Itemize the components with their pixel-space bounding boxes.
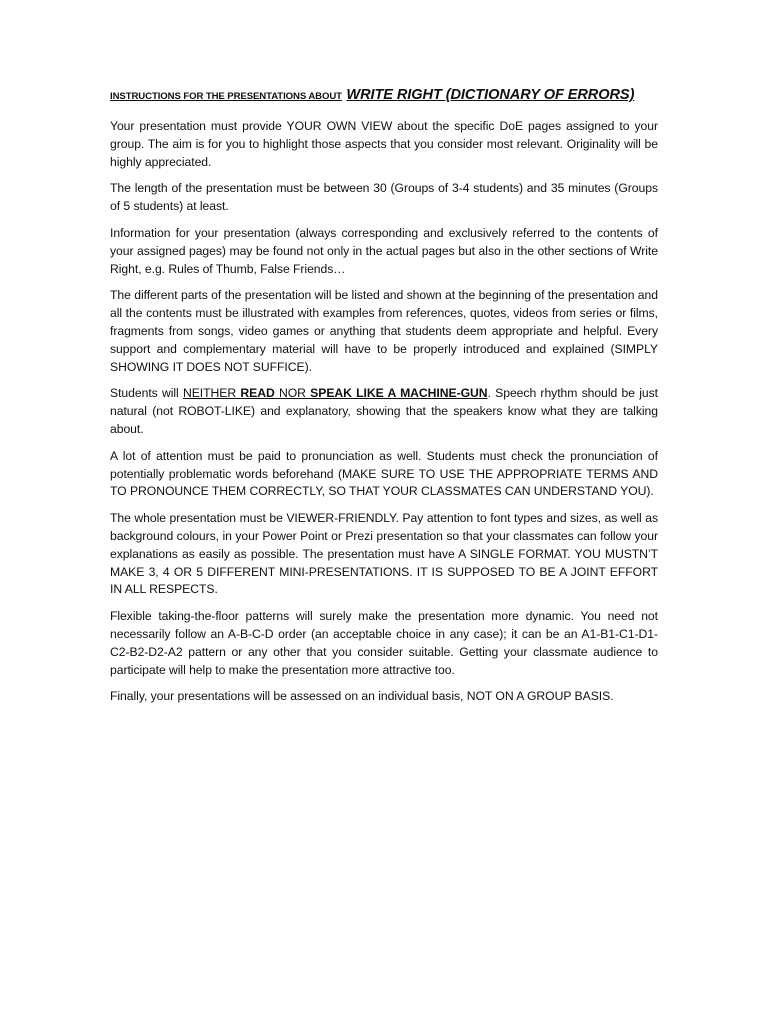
- speech-neither: NEITHER: [182, 386, 241, 401]
- paragraph-parts: The different parts of the presentation will be listed and shown at the beginning of the presentation and all the contents must be illustrated with examples from references, quotes, videos from series or films, fragments from songs, video games or anything that students deem appropriate and helpful. Every support and complementary material will have to be properly introduced and explained (SIMPLY SHOWING IT DOES NOT SUFFICE).: [110, 288, 658, 374]
- paragraph-information: Information for your presentation (always corresponding and exclusively referred to the contents of your assigned pages) may be found not only in the actual pages but also in the other sections of Write Right, e.g. Rules of Thumb, False Friends…: [110, 225, 658, 276]
- speech-nor: NOR: [274, 386, 311, 401]
- paragraph-own-view: Your presentation must provide YOUR OWN VIEW about the specific DoE pages assigned to your group. The aim is for you to highlight those aspects that you consider most relevant. Originality will be highly appreciated.: [110, 119, 658, 169]
- title-prefix: INSTRUCTIONS FOR THE PRESENTATIONS ABOUT: [110, 91, 342, 102]
- title-main: WRITE RIGHT (DICTIONARY OF ERRORS): [346, 87, 635, 103]
- speech-read: READ: [240, 386, 275, 401]
- paragraph-speech: [110, 385, 658, 438]
- speech-post: . Speech rhythm should be just natural (not ROBOT-LIKE) and explanatory, showing that the speakers know what they are talking about.: [110, 386, 658, 436]
- paragraph-patterns: Flexible taking-the-floor patterns will surely make the presentation more dynamic. You need not necessarily follow an A-B-C-D order (an acceptable choice in any case); it can be an A1-B1-C1-D1-C2-B2-D2-A2 pattern or any other that you consider suitable. Getting your classmate audience to participate will help to make the presentation more attractive too.: [110, 609, 658, 677]
- paragraph-length: The length of the presentation must be between 30 (Groups of 3-4 students) and 35 minutes (Groups of 5 students) at least.: [110, 181, 658, 214]
- paragraph-pronunciation: A lot of attention must be paid to pronunciation as well. Students must check the pronunciation of potentially problematic words beforehand (MAKE SURE TO USE THE APPROPRIATE TERMS AND TO PRONOUNCE THEM CORRECTLY, SO THAT YOUR CLASSMATES CAN UNDERSTAND YOU).: [110, 448, 658, 499]
- speech-pre: Students will: [110, 386, 183, 401]
- document-title: [110, 84, 658, 108]
- paragraph-assessment: Finally, your presentations will be assessed on an individual basis, NOT ON A GROUP BASIS.: [110, 689, 614, 704]
- speech-neither-read-nor-speak: [183, 386, 488, 400]
- speech-machine-gun: SPEAK LIKE A MACHINE-GUN: [310, 386, 488, 401]
- paragraph-viewer-friendly: The whole presentation must be VIEWER-FRIENDLY. Pay attention to font types and sizes, as well as background colours, in your Power Point or Prezi presentation so that your classmates can follow your explanations as easily as possible. The presentation must have A SINGLE FORMAT. YOU MUSTN’T MAKE 3, 4 OR 5 DIFFERENT MINI-PRESENTATIONS. IT IS SUPPOSED TO BE A JOINT EFFORT IN ALL RESPECTS.: [110, 511, 658, 597]
